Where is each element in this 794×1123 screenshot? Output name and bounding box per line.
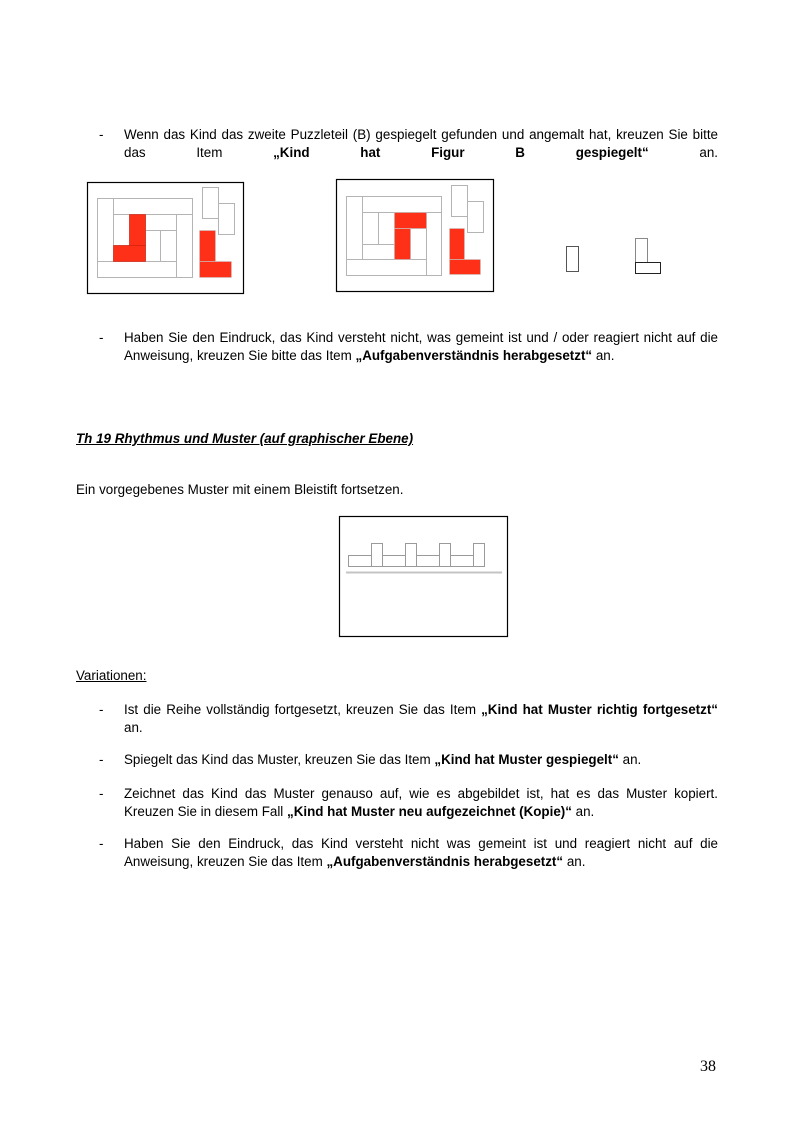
instruction-text: Ein vorgegebenes Muster mit einem Bleistift fortsetzen. bbox=[76, 482, 404, 497]
paragraph-text: Ist die Reihe vollständig fortgesetzt, kreuzen Sie das Item bbox=[124, 702, 482, 717]
bullet-dash: - bbox=[99, 702, 104, 717]
item-name-bold: „Kind hat Muster gespiegelt“ bbox=[434, 752, 619, 767]
piece-outlines bbox=[567, 239, 661, 274]
section-heading-th19: Th 19 Rhythmus und Muster (auf graphischer Ebene) bbox=[76, 431, 414, 446]
item-name-bold: „Kind hat Muster neu aufgezeichnet (Kopie)“ bbox=[287, 804, 572, 819]
variation-item bbox=[124, 785, 718, 821]
bullet-dash: - bbox=[99, 786, 104, 801]
item-name-bold: „Kind hat Figur B gespiegelt“ bbox=[273, 145, 649, 160]
puzzle-figure-2 bbox=[337, 180, 494, 292]
bullet-dash: - bbox=[99, 752, 104, 767]
paragraph-text: an. bbox=[571, 804, 595, 819]
paragraph-text: Haben Sie den Eindruck, das Kind versteht nicht was gemeint ist und reagiert nicht auf die Anweisung, kreuzen Sie das Item bbox=[124, 836, 718, 869]
paragraph-text: Spiegelt das Kind das Muster, kreuzen Sie das Item bbox=[124, 752, 435, 767]
bullet-dash: - bbox=[99, 330, 104, 345]
item-name-bold: „Kind hat Muster richtig fortgesetzt“ bbox=[481, 702, 718, 717]
paragraph-text: Wenn das Kind das zweite Puzzleteil (B) gespiegelt gefunden und angemalt hat, kreuzen Sie bitte das Item bbox=[124, 127, 718, 160]
item-name-bold: „Aufgabenverständnis herabgesetzt“ bbox=[355, 348, 593, 363]
bullet-dash: - bbox=[99, 127, 104, 142]
page-number: 38 bbox=[700, 1058, 716, 1075]
paragraph-text: Zeichnet das Kind das Muster genauso auf, wie es abgebildet ist, hat es das Muster kopiert. Kreuzen Sie in diesem Fall bbox=[124, 786, 718, 819]
variations-label: Variationen: bbox=[76, 668, 147, 683]
paragraph-text: an. bbox=[563, 854, 586, 869]
paragraph-item-understanding bbox=[124, 329, 718, 365]
variation-item bbox=[124, 751, 718, 769]
variation-item bbox=[124, 701, 718, 737]
paragraph-text: Haben Sie den Eindruck, das Kind versteht nicht, was gemeint ist und / oder reagiert nicht auf die Anweisung, kreuzen Sie bitte das Item bbox=[124, 330, 718, 363]
paragraph-text: an. bbox=[124, 720, 143, 735]
bullet-dash: - bbox=[99, 836, 104, 851]
paragraph-text: an. bbox=[618, 752, 642, 767]
pattern-figure bbox=[340, 517, 508, 637]
paragraph-text: an. bbox=[592, 348, 615, 363]
puzzle-figure-1 bbox=[88, 183, 244, 294]
variation-item bbox=[124, 835, 718, 871]
paragraph-text: an. bbox=[648, 145, 718, 160]
item-name-bold: „Aufgabenverständnis herabgesetzt“ bbox=[326, 854, 564, 869]
